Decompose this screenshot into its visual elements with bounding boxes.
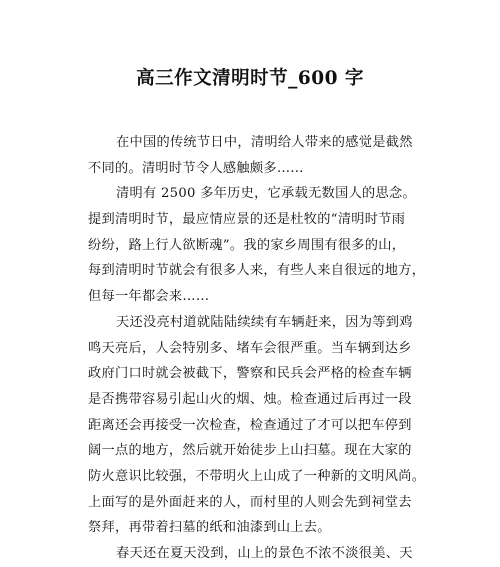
text-line: 政府门口时就会被截下，警察和民兵会严格的检查车辆 (88, 366, 412, 382)
text-line: 清明有 2500 多年历史，它承载无数国人的思念。 (116, 186, 417, 202)
text-line: 是否携带容易引起山火的烟、烛。检查通过后再过一段 (88, 391, 412, 407)
text-line: 天还没亮村道就陆陆续续有车辆赶来，因为等到鸡 (116, 314, 413, 330)
text-line: 阔一点的地方，然后就开始徒步上山扫墓。现在大家的 (88, 443, 412, 459)
text-line: 提到清明时节，最应情应景的还是杜牧的“清明时节雨 (88, 212, 406, 228)
text-line: 鸣天亮后，人会特别多、堵车会很严重。当车辆到达乡 (88, 340, 412, 356)
text-line: 但每一年都会来…… (88, 289, 210, 305)
text-line: 纷纷，路上行人欲断魂”。我的家乡周围有很多的山， (88, 237, 406, 253)
text-line: 祭拜，再带着扫墓的纸和油漆到山上去。 (88, 520, 331, 536)
text-line: 春天还在夏天没到，山上的景色不浓不淡很美、天 (116, 546, 413, 561)
text-line: 防火意识比较强，不带明火上山成了一种新的文明风尚。 (88, 468, 426, 484)
text-line: 上面写的是外面赶来的人，而村里的人则会先到祠堂去 (88, 494, 412, 510)
text-line: 不同的。清明时节令人感触颇多…… (88, 160, 304, 176)
text-line: 在中国的传统节日中，清明给人带来的感觉是截然 (116, 135, 413, 150)
document-title: 高三作文清明时节_600 字 (136, 68, 364, 89)
text-line: 每到清明时节就会有很多人来，有些人来自很远的地方， (88, 263, 426, 279)
document-body (88, 130, 428, 567)
text-line: 距离还会再接受一次检查，检查通过了才可以把车停到 (88, 417, 412, 433)
